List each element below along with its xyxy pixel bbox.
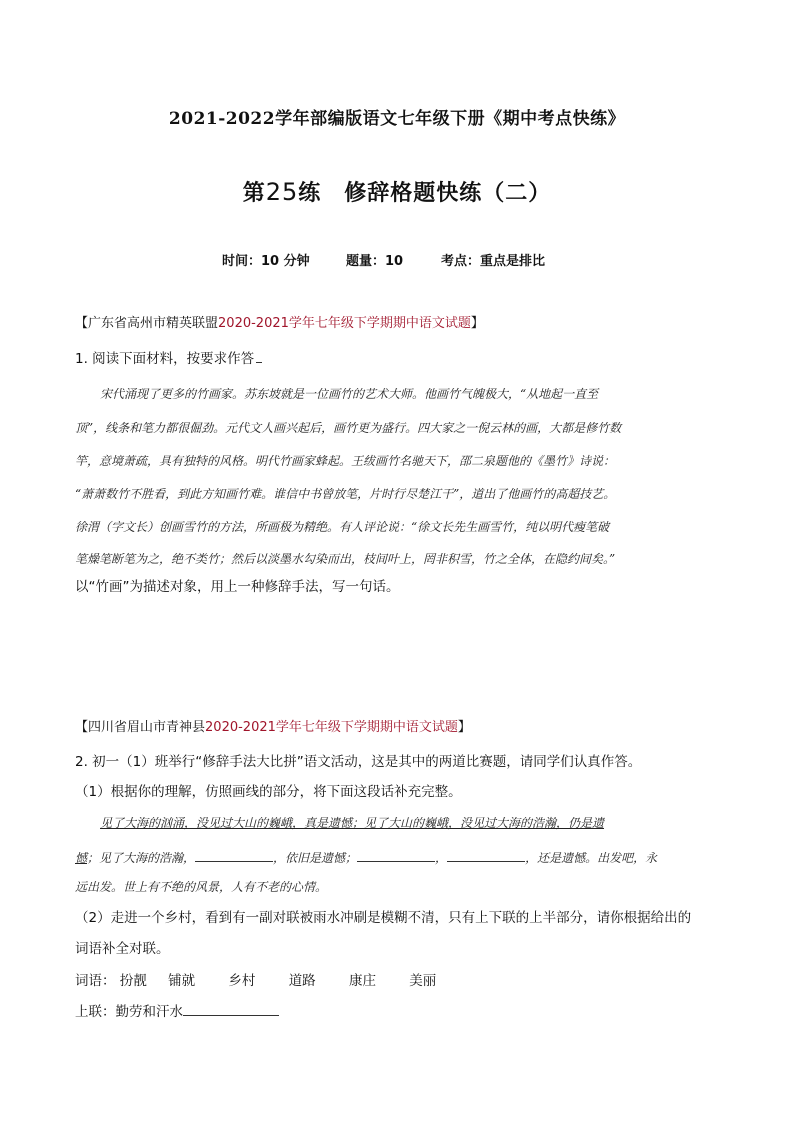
model-line: 见了大海的汹涌，没见过大山的巍峨，真是遗憾；见了大山的巍峨，没见过大海的浩瀚，仍是遗 [100,816,605,830]
word-item: 乡村 [228,973,256,989]
word-list [75,969,436,989]
q2-prompt: 2. 初一（1）班举行“修辞手法大比拼”语文活动，这是其中的两道比赛题，请同学们认真作答。 [75,754,642,770]
q1-source [75,312,484,331]
q2-sub2: （2）走进一个乡村，看到有一副对联被雨水冲刷是模糊不清，只有上下联的上半部分，请你根据给出的 [75,910,692,926]
model-line: 远出发。世上有不绝的风景，人有不老的心情。 [75,880,328,894]
q1-prompt [75,347,262,367]
q1-source-exam: 2020-2021学年七年级下学期期中语文试题 [218,316,471,331]
fill-text: ，还是遗憾。出发吧，永 [525,851,658,865]
answer-blank-3[interactable] [447,847,525,862]
q2-source [75,716,471,735]
fill-text: ；见了大海的浩瀚， [87,851,196,865]
passage-line: 竿，意境萧疏，具有独特的风格。明代竹画家蜂起。王绂画竹名驰天下，邵二泉题他的《墨竹》诗说： [75,454,616,468]
q1-prompt-text: 1. 阅读下面材料，按要求作答 [75,351,255,367]
fill-line [75,847,657,866]
meta-count: 题量：10 [346,254,404,269]
practice-prefix: 第 [242,180,266,206]
word-list-label: 词语： [75,973,116,989]
practice-subtitle: 练 修辞格题快练（二） [298,180,552,206]
meta-topic: 考点：重点是排比 [441,254,546,269]
passage-line: 宋代涌现了更多的竹画家。苏东坡就是一位画竹的艺术大师。他画竹气魄极大，“从地起一直至 [100,387,599,401]
source-bracket-open: 【 [75,720,89,735]
upper-couplet [75,1000,279,1020]
source-bracket-open: 【 [75,316,89,331]
word-item: 道路 [288,973,316,989]
meta-time: 时间：10 分钟 [222,254,310,269]
practice-title [0,176,794,207]
practice-number: 25 [265,178,299,206]
word-item: 铺就 [168,973,196,989]
q2-source-exam: 2020-2021学年七年级下学期期中语文试题 [205,720,458,735]
passage-line: 笔燥笔断笔为之，绝不类竹；然后以淡墨水勾染而出，枝间叶上，罔非积雪，竹之全体，在隐约间矣。” [75,552,616,566]
q2-sub2: 词语补全对联。 [75,941,170,957]
fill-text: ， [435,851,448,865]
word-item: 扮靓 [119,973,147,989]
source-bracket-close: 】 [470,316,484,331]
q1-answer-area[interactable] [75,600,715,700]
source-bracket-close: 】 [457,720,471,735]
answer-blank-1[interactable] [195,847,273,862]
document-title: 2021-2022学年部编版语文七年级下册《期中考点快练》 [168,109,626,129]
answer-blank-2[interactable] [357,847,435,862]
passage-line: 顶”，线条和笔力都很倔劲。元代文人画兴起后，画竹更为盛行。四大家之一倪云林的画，大都是修竹数 [75,421,622,435]
q2-source-place: 四川省眉山市青神县 [88,720,206,735]
passage-line: 徐渭（字文长）创画雪竹的方法，所画极为精绝。有人评论说：“徐文长先生画雪竹，纯以明代瘦笔破 [75,520,610,534]
q1-instruction: 以“竹画”为描述对象，用上一种修辞手法，写一句话。 [75,579,400,595]
paragraph-mark-icon [256,362,262,363]
q2-sub1: （1）根据你的理解，仿照画线的部分，将下面这段话补充完整。 [75,784,462,800]
passage-line: “萧萧数竹不胜看，到此方知画竹难。谁信中书曾放笔，片时行尽楚江干”，道出了他画竹的高超技艺。 [75,487,616,501]
word-item: 康庄 [348,973,376,989]
upper-couplet-label: 上联：勤劳和汗水 [75,1004,183,1020]
q1-source-place: 广东省高州市精英联盟 [88,316,219,331]
couplet-answer-blank[interactable] [183,1001,279,1016]
word-item: 美丽 [409,973,437,989]
fill-text: ，依旧是遗憾； [273,851,358,865]
model-line-tail: 憾 [75,851,88,865]
